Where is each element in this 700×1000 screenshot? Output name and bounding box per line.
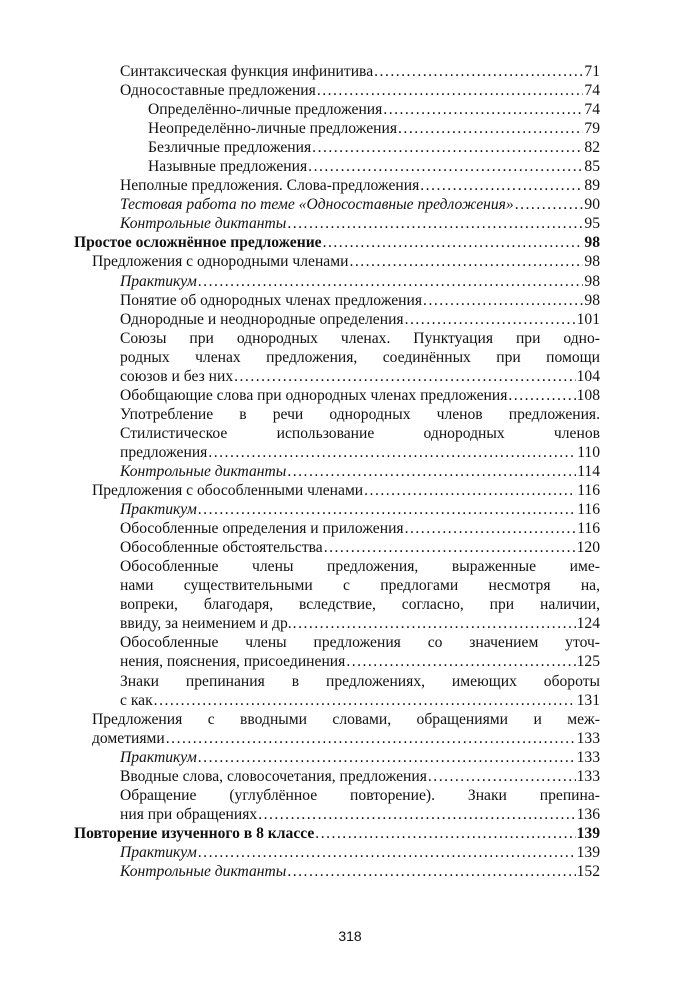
dot-leader (234, 367, 575, 386)
toc-entry (74, 824, 600, 843)
dot-leader (398, 119, 583, 138)
toc-entry-title: Вводные слова, словосочетания, предложения (120, 767, 427, 785)
dot-leader (364, 481, 576, 500)
toc-entry-line: вопреки, благодаря, вследствие, согласно, при наличии, (120, 596, 600, 614)
toc-entry (74, 672, 600, 710)
toc-page-number: 74 (584, 82, 600, 100)
toc-entry (74, 252, 600, 271)
toc-entry-title: Контрольные диктанты (120, 462, 287, 480)
toc-entry-title: Простое осложнённое предложение (74, 234, 322, 252)
toc-entry (74, 538, 600, 557)
dot-leader (198, 500, 576, 519)
toc-page-number: 133 (576, 729, 600, 747)
toc-entry-line: Обособленные члены предложения, выраженные име- (120, 558, 600, 576)
toc-entry (74, 176, 600, 195)
dot-leader (420, 176, 583, 195)
dot-leader (508, 386, 575, 405)
toc-entry (74, 862, 600, 881)
toc-entry-title: Обособленные определения и приложения (120, 520, 404, 538)
dot-leader (198, 272, 584, 291)
toc-entry-title: Повторение изученного в 8 классе (74, 824, 315, 842)
dot-leader (374, 62, 583, 81)
toc-entry (74, 500, 600, 519)
toc-page-number: 133 (576, 767, 600, 785)
toc-entry-title: Практикум (120, 843, 197, 861)
toc-entry-line: родных членах предложения, соединённых при помощи (120, 348, 600, 366)
toc-entry-title: Назывные предложения (148, 158, 308, 176)
toc-entry-line: Предложения с вводными словами, обращениями и меж- (92, 710, 600, 728)
toc-entry-title: Предложения с однородными членами (92, 253, 349, 271)
toc-entry-title: нения, пояснения, присоединения (120, 653, 346, 671)
toc-page-number: 136 (576, 805, 600, 823)
toc-entry-title: Контрольные диктанты (120, 862, 287, 880)
toc-page-number: 139 (576, 843, 600, 861)
toc-page-number: 101 (576, 310, 600, 328)
toc-page-number: 104 (576, 367, 600, 385)
toc-entry (74, 214, 600, 233)
dot-leader (166, 729, 576, 748)
toc-page-number: 98 (584, 272, 600, 290)
dot-leader (324, 538, 576, 557)
toc-entry-title: Неопределённо-личные предложения (148, 120, 398, 138)
toc-entry-title: Синтаксическая функция инфинитива (120, 63, 374, 80)
toc-entry (74, 62, 600, 81)
toc-page-number: 98 (584, 253, 600, 271)
dot-leader (423, 291, 583, 310)
toc-entry-title: союзов и без них (120, 367, 234, 385)
toc-entry (74, 329, 600, 386)
dot-leader (323, 233, 584, 252)
toc-entry-line: Союзы при однородных членах. Пунктуация при одно- (120, 329, 600, 347)
dot-leader (287, 862, 575, 881)
dot-leader (287, 462, 576, 481)
toc-entry (74, 462, 600, 481)
toc-entry-title: Определённо-личные предложения (148, 101, 383, 119)
toc-entry-title: Обобщающие слова при однородных членах предложения (120, 386, 508, 404)
toc-page-number: 133 (576, 748, 600, 766)
toc-entry (74, 386, 600, 405)
toc-page-number: 116 (577, 482, 600, 500)
toc-entry (74, 786, 600, 824)
toc-entry (74, 195, 600, 214)
toc-entry (74, 119, 600, 138)
toc-page-number: 152 (576, 862, 600, 880)
dot-leader (154, 691, 576, 710)
dot-leader (383, 100, 583, 119)
toc-page-number: 116 (577, 520, 600, 538)
toc-entry-title: Неполные предложения. Слова-предложения (120, 177, 420, 195)
toc-page-number: 79 (584, 120, 600, 138)
toc-page-number: 124 (576, 615, 600, 633)
toc-entry (74, 157, 600, 176)
dot-leader (198, 843, 576, 862)
toc-entry-title: ния при обращениях (120, 805, 258, 823)
toc-entry-title: Практикум (120, 501, 197, 519)
toc-page-number: 71 (584, 63, 600, 80)
toc-entry (74, 405, 600, 462)
toc-page-number: 110 (577, 443, 600, 461)
toc-page-number: 95 (584, 215, 600, 233)
dot-leader (405, 310, 576, 329)
dot-leader (258, 805, 575, 824)
dot-leader (349, 252, 583, 271)
toc-entry-title: предложения (120, 443, 208, 461)
dot-leader (515, 195, 584, 214)
toc-entry-line: Обращение (углублённое повторение). Знаки препина- (120, 786, 600, 804)
dot-leader (315, 824, 575, 843)
dot-leader (346, 652, 575, 671)
toc-page-number: 89 (584, 177, 600, 195)
toc-entry-line: Знаки препинания в предложениях, имеющих обороты (120, 672, 600, 690)
toc-page-number: 114 (577, 462, 600, 480)
toc-entry-title: Обособленные обстоятельства (120, 539, 323, 557)
toc-entry (74, 81, 600, 100)
toc-entry-title: Контрольные диктанты (120, 215, 287, 233)
toc-entry (74, 310, 600, 329)
page-number: 318 (338, 928, 362, 944)
toc-entry (74, 291, 600, 310)
dot-leader (308, 157, 583, 176)
toc-page-number: 108 (576, 386, 600, 404)
toc-page-number: 139 (576, 824, 600, 842)
dot-leader (312, 138, 583, 157)
toc-entry-title: Однородные и неоднородные определения (120, 310, 404, 328)
toc-entry-line: Стилистическое использование однородных членов (120, 424, 600, 442)
toc-entry (74, 272, 600, 291)
toc-page-number: 85 (584, 158, 600, 176)
toc-page-number: 98 (584, 234, 600, 252)
toc-entry-line: нами существительными с предлогами несмотря на, (120, 577, 600, 595)
toc-entry-title: ввиду, за неимением и др. (120, 615, 292, 633)
toc-entry (74, 748, 600, 767)
toc-entry-title: дометиями (92, 729, 165, 747)
toc-page-number: 131 (576, 691, 600, 709)
toc-entry (74, 138, 600, 157)
toc-entry (74, 481, 600, 500)
dot-leader (317, 81, 584, 100)
dot-leader (208, 443, 576, 462)
toc-entry-title: Понятие об однородных членах предложения (120, 291, 423, 309)
dot-leader (198, 748, 576, 767)
toc-entry-title: Практикум (120, 272, 197, 290)
toc-entry (74, 843, 600, 862)
toc-entry (74, 710, 600, 748)
toc-entry-title: Односоставные предложения (120, 82, 316, 100)
toc-entry (74, 100, 600, 119)
toc-entry-title: Практикум (120, 748, 197, 766)
toc-entry-title: с как (120, 691, 153, 709)
toc-entry (74, 233, 600, 252)
toc-page-number: 74 (584, 101, 600, 119)
toc-entry-line: Употребление в речи однородных членов предложения. (120, 405, 600, 423)
toc-entry (74, 633, 600, 671)
toc-entry-title: Тестовая работа по теме «Односоставные предложения» (120, 196, 514, 214)
toc-page-number: 90 (584, 196, 600, 214)
dot-leader (287, 214, 583, 233)
dot-leader (428, 767, 576, 786)
toc-page-number: 82 (584, 139, 600, 157)
toc-page-number: 120 (576, 539, 600, 557)
toc-page-number: 125 (576, 653, 600, 671)
table-of-contents (74, 62, 600, 881)
toc-entry-title: Предложения с обособленными членами (92, 482, 364, 500)
toc-entry (74, 767, 600, 786)
toc-entry-line: Обособленные члены предложения со значением уточ- (120, 634, 600, 652)
toc-entry-title: Безличные предложения (148, 139, 312, 157)
toc-page-number: 98 (584, 291, 600, 309)
dot-leader (405, 519, 577, 538)
toc-entry (74, 519, 600, 538)
toc-entry (74, 557, 600, 633)
dot-leader (293, 614, 576, 633)
toc-page-number: 116 (577, 501, 600, 519)
